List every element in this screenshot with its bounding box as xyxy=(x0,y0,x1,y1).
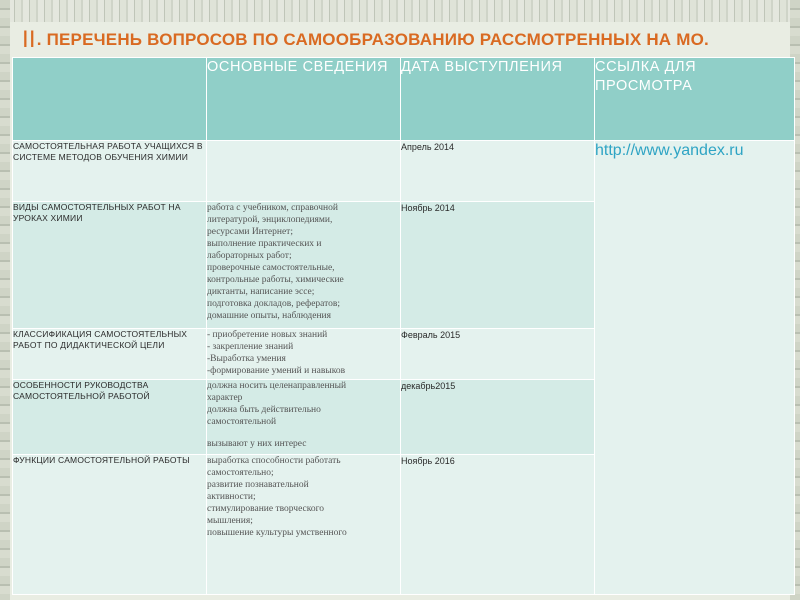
background-texture-top xyxy=(0,0,800,22)
date-cell: Ноябрь 2016 xyxy=(401,455,595,595)
info-cell xyxy=(207,455,401,595)
info-line: домашние опыты, наблюдения xyxy=(207,311,331,321)
info-line: должна носить целенаправленный xyxy=(207,381,347,391)
info-line: вызывают у них интерес xyxy=(207,439,307,449)
info-line: -формирование умений и навыков xyxy=(207,366,346,376)
info-line: повышение культуры умственного xyxy=(207,528,347,538)
header-link: ССЫЛКА ДЛЯ ПРОСМОТРА xyxy=(595,58,795,141)
info-cell xyxy=(207,329,401,380)
topic-cell: САМОСТОЯТЕЛЬНАЯ РАБОТА УЧАЩИХСЯ В СИСТЕМЕ МЕТОДОВ ОБУЧЕНИЯ ХИМИИ xyxy=(13,141,207,202)
date-cell: Февраль 2015 xyxy=(401,329,595,380)
info-line: активности; xyxy=(207,492,256,502)
info-spacer xyxy=(207,428,400,438)
slide-title xyxy=(22,26,709,54)
info-line: самостоятельной xyxy=(207,417,277,427)
info-line: должна быть действительно xyxy=(207,405,321,415)
topic-cell: ВИДЫ САМОСТОЯТЕЛЬНЫХ РАБОТ НА УРОКАХ ХИМИИ xyxy=(13,202,207,329)
info-line: ресурсами Интернет; xyxy=(207,227,293,237)
info-line: проверочные самостоятельные, xyxy=(207,263,335,273)
info-cell xyxy=(207,202,401,329)
info-line: мышления; xyxy=(207,516,253,526)
info-line: выработка способности работать xyxy=(207,456,341,466)
date-cell: декабрь2015 xyxy=(401,380,595,455)
info-line: контрольные работы, химические xyxy=(207,275,344,285)
info-line: -Выработка умения xyxy=(207,354,286,364)
topic-cell: ОСОБЕННОСТИ РУКОВОДСТВА САМОСТОЯТЕЛЬНОЙ РАБОТОЙ xyxy=(13,380,207,455)
header-date: ДАТА ВЫСТУПЛЕНИЯ xyxy=(401,58,595,141)
yandex-link[interactable]: http://www.yandex.ru xyxy=(595,142,744,159)
header-topic xyxy=(13,58,207,141)
date-cell: Апрель 2014 xyxy=(401,141,595,202)
title-roman-numeral: II xyxy=(22,26,36,53)
info-line: подготовка докладов, рефератов; xyxy=(207,299,341,309)
info-line: выполнение практических и xyxy=(207,239,322,249)
info-line: работа с учебником, справочной xyxy=(207,203,338,213)
info-line: характер xyxy=(207,393,243,403)
table-row xyxy=(13,141,795,202)
info-cell xyxy=(207,380,401,455)
info-line: - закрепление знаний xyxy=(207,342,294,352)
info-line: развитие познавательной xyxy=(207,480,309,490)
header-main-info: ОСНОВНЫЕ СВЕДЕНИЯ xyxy=(207,58,401,141)
topic-cell: КЛАССИФИКАЦИЯ САМОСТОЯТЕЛЬНЫХ РАБОТ ПО ДИДАКТИЧЕСКОЙ ЦЕЛИ xyxy=(13,329,207,380)
link-cell xyxy=(595,141,795,595)
topics-table xyxy=(12,57,795,595)
info-line: лабораторных работ; xyxy=(207,251,292,261)
title-text: . ПЕРЕЧЕНЬ ВОПРОСОВ ПО САМООБРАЗОВАНИЮ РАССМОТРЕННЫХ НА МО. xyxy=(36,30,709,49)
background-texture-left xyxy=(0,0,10,600)
info-line: диктанты, написание эссе; xyxy=(207,287,315,297)
info-cell xyxy=(207,141,401,202)
info-line: стимулирование творческого xyxy=(207,504,325,514)
info-line: самостоятельно; xyxy=(207,468,274,478)
table-header-row xyxy=(13,58,795,141)
info-line: литературой, энциклопедиями, xyxy=(207,215,333,225)
topic-cell: ФУНКЦИИ САМОСТОЯТЕЛЬНОЙ РАБОТЫ xyxy=(13,455,207,595)
info-line: - приобретение новых знаний xyxy=(207,330,328,340)
date-cell: Ноябрь 2014 xyxy=(401,202,595,329)
